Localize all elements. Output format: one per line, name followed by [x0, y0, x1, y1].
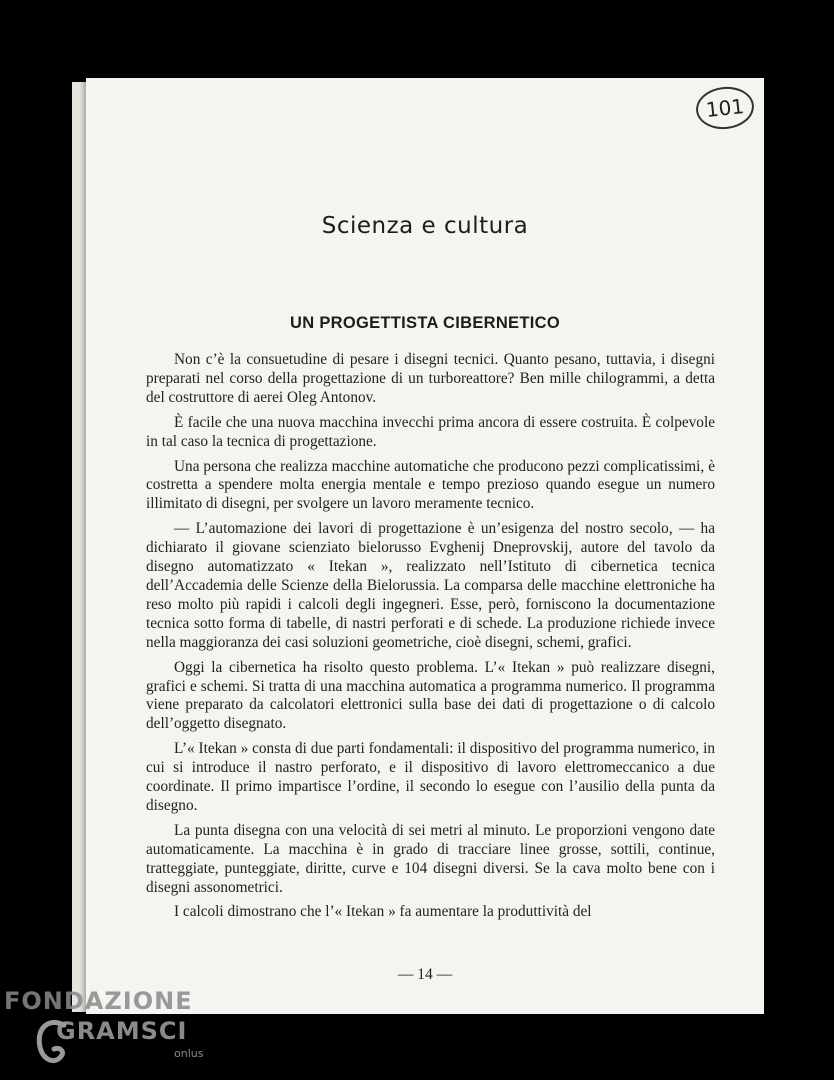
paragraph: Una persona che realizza macchine automatiche che producono pezzi complicatissimi, è costretta a spendere molta energia mentale e tempo prezioso quando esegue un numero illimitato di disegni, per svolgere un lavoro meramente tecnico. [146, 457, 715, 513]
article-title: UN PROGETTISTA CIBERNETICO [290, 314, 560, 332]
paragraph: Non c’è la consuetudine di pesare i disegni tecnici. Quanto pesano, tuttavia, i disegni preparati nel corso della progettazione di un turboreattore? Ben mille chilogrammi, a detta del costruttore di aerei Oleg Antonov. [146, 351, 715, 406]
paragraph: È facile che una nuova macchina invecchi prima ancora di essere costruita. È colpevole in tal caso la tecnica di progettazione. [146, 413, 715, 450]
watermark-logo [4, 987, 214, 1077]
paragraph: Oggi la cibernetica ha risolto questo problema. L’« Itekan » può realizzare disegni, grafici e schemi. Si tratta di una macchina automatica a programma numerico. Il programma viene preparato da calcolatori elettronici sulla base dei dati di progettazione o di calcolo dell’oggetto disegnato. [146, 658, 715, 733]
article-body [146, 351, 715, 928]
paragraph: — L’automazione dei lavori di progettazione è un’esigenza del nostro secolo, — ha dichiarato il giovane scienziato bielorusso Evghenij Dneprovskij, autore del tavolo da disegno automatizzato « Itekan », realizzato nell’Istituto di cibernetica tecnica dell’Accademia delle Scienze della Bielorussia. La comparsa delle macchine elettroniche ha reso molto più rapidi i calcoli degli ingegneri. Esse, però, forniscono la documentazione tecnica sotto forma di tabelle, di nastri perforati e di schede. La produzione richiede invece nella maggioranza dei casi soluzioni geometriche, cioè disegni, schemi, grafici. [146, 520, 715, 651]
paragraph: L’« Itekan » consta di due parti fondamentali: il dispositivo del programma numerico, in cui si introduce il nastro perforato, e il dispositivo di lavoro elettromeccanico a due coordinate. Il primo impartisce l’ordine, il secondo lo esegue con l’ausilio della punta da disegno. [146, 740, 715, 814]
paragraph: I calcoli dimostrano che l’« Itekan » fa aumentare la produttività del [174, 903, 592, 921]
watermark-line1: FONDAZIONE [4, 987, 193, 1015]
handwritten-page-mark: 101 [694, 84, 756, 132]
watermark-line3: onlus [174, 1047, 204, 1060]
paragraph: La punta disegna con una velocità di sei metri al minuto. Le proporzioni vengono date automaticamente. La macchina è in grado di tracciare linee grosse, sottili, continue, tratteggiate, punteggiate, diritte, curve e 104 disegni diversi. Se la cava molto bene con i disegni assonometrici. [146, 821, 715, 896]
watermark-line2: GRAMSCI [56, 1017, 188, 1045]
document-page [86, 78, 764, 1014]
section-title: Scienza e cultura [321, 213, 529, 239]
page-folio: — 14 — [397, 966, 453, 983]
